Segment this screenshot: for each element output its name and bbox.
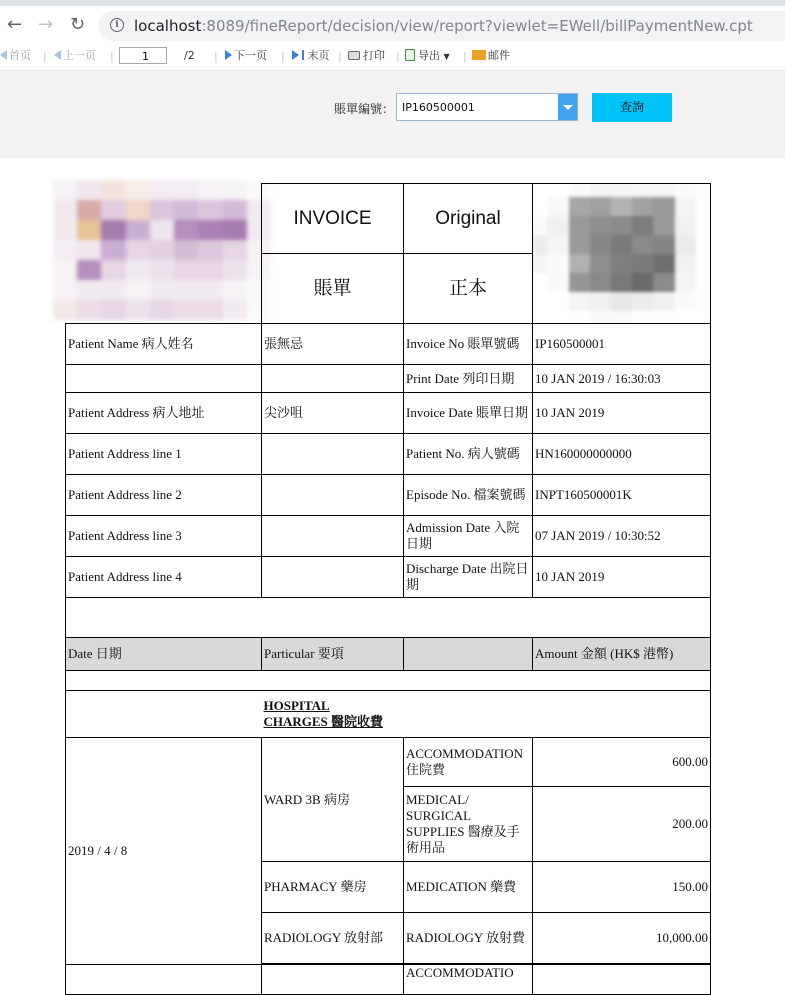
query-button[interactable]: 查詢 [592, 93, 672, 122]
mail-icon [472, 50, 486, 60]
section-title-line-1: HOSPITAL [263, 698, 330, 713]
info-right-value: HN160000000000 [533, 434, 711, 475]
invoice-title-zh: 賬單 [262, 254, 404, 324]
toolbar-separator: | [338, 50, 342, 63]
printer-icon [348, 51, 360, 60]
info-right-value: INPT160500001K [533, 475, 711, 516]
charge-item: RADIOLOGY 放射費 [404, 913, 533, 964]
charge-item: MEDICAL/ SURGICAL SUPPLIES 醫療及手術用品 [404, 787, 533, 862]
toolbar-separator: | [214, 50, 218, 63]
toolbar-separator: | [281, 50, 285, 63]
toolbar-separator: | [463, 50, 467, 63]
column-header-row [66, 638, 711, 671]
charge-amount: 150.00 [533, 862, 711, 913]
charge-row [66, 965, 711, 995]
info-left-value [262, 365, 404, 393]
info-right-label: Invoice No 賬單號碼 [404, 324, 533, 365]
particular-column-header: Particular 要項 [262, 638, 404, 671]
logo-cell [66, 184, 262, 254]
charge-item: ACCOMMODATION 住院費 [404, 738, 533, 787]
info-left-value: 尖沙咀 [262, 393, 404, 434]
charge-date: 2019 / 4 / 8 [66, 738, 262, 965]
prev-page-icon [54, 50, 61, 60]
section-title-row [66, 691, 711, 738]
info-right-value: IP160500001 [533, 324, 711, 365]
address-bar[interactable] [98, 11, 785, 41]
export-button[interactable]: 导出 ▼ [405, 49, 450, 64]
info-right-value: 07 JAN 2019 / 10:30:52 [533, 516, 711, 557]
charge-department: PHARMACY 藥房 [262, 862, 404, 913]
info-left-label [66, 365, 262, 393]
parameter-panel [0, 71, 785, 158]
charge-amount: 200.00 [533, 787, 711, 862]
arrow-right-icon[interactable]: → [38, 14, 54, 35]
invoice-number-value: IP160500001 [402, 101, 475, 114]
blank-column-header [404, 638, 533, 671]
last-page-button[interactable]: 末页 [292, 49, 330, 63]
print-button[interactable]: 打印 [348, 49, 385, 63]
info-left-label: Patient Address line 3 [66, 516, 262, 557]
info-right-label: Invoice Date 賬單日期 [404, 393, 533, 434]
info-right-label: Episode No. 檔案號碼 [404, 475, 533, 516]
copy-type-en: Original [404, 184, 533, 254]
charge-row [66, 738, 711, 787]
info-left-value [262, 475, 404, 516]
invoice-title-en: INVOICE [262, 184, 404, 254]
info-left-label: Patient Address 病人地址 [66, 393, 262, 434]
info-right-label: Admission Date 入院日期 [404, 516, 533, 557]
info-left-label: Patient Name 病人姓名 [66, 324, 262, 365]
amount-column-header: Amount 金額 (HK$ 港幣) [533, 638, 711, 671]
info-left-value: 張無忌 [262, 324, 404, 365]
section-title [262, 691, 711, 738]
info-row [66, 475, 711, 516]
qr-code-image [533, 184, 711, 324]
info-icon[interactable]: i [110, 18, 124, 32]
charge-amount: 600.00 [533, 738, 711, 787]
arrow-left-icon[interactable]: ← [7, 14, 23, 35]
browser-bar [0, 0, 785, 44]
info-right-label: Print Date 列印日期 [404, 365, 533, 393]
export-icon [405, 49, 415, 61]
dropdown-arrow-icon: ▼ [443, 52, 450, 61]
toolbar-separator: | [43, 50, 47, 63]
prev-page-button[interactable]: 上一页 [54, 49, 96, 63]
invoice-number-select[interactable] [396, 93, 578, 121]
spacer-row [66, 671, 711, 691]
url-text[interactable]: localhost:8089/fineReport/decision/view/report?viewlet=EWell/billPaymentNew.cpt [134, 17, 753, 35]
info-row [66, 557, 711, 598]
info-row [66, 434, 711, 475]
page-total: /2 [184, 49, 195, 62]
qr-code-cell [533, 184, 711, 324]
logo-cell [66, 254, 262, 324]
info-row [66, 365, 711, 393]
info-right-value: 10 JAN 2019 [533, 393, 711, 434]
toolbar-separator: | [396, 50, 400, 63]
charge-amount: 10,000.00 [533, 913, 711, 964]
info-left-label: Patient Address line 1 [66, 434, 262, 475]
first-page-icon [0, 50, 7, 60]
charge-item: MEDICATION 藥費 [404, 862, 533, 913]
copy-type-zh: 正本 [404, 254, 533, 324]
section-title-line-2: CHARGES 醫院收費 [263, 714, 384, 729]
charge-item: ACCOMMODATIO [404, 965, 533, 995]
report-toolbar [0, 44, 785, 71]
info-left-label: Patient Address line 4 [66, 557, 262, 598]
info-right-value: 10 JAN 2019 / 16:30:03 [533, 365, 711, 393]
charge-department: WARD 3B 病房 [262, 738, 404, 862]
reload-icon[interactable]: ↻ [70, 14, 86, 35]
info-left-value [262, 557, 404, 598]
info-left-label: Patient Address line 2 [66, 475, 262, 516]
invoice-number-label: 賬單編號： [334, 102, 395, 116]
info-right-label: Patient No. 病人號碼 [404, 434, 533, 475]
info-row [66, 516, 711, 557]
mail-button[interactable]: 邮件 [472, 49, 510, 63]
date-column-header: Date 日期 [66, 638, 262, 671]
charge-department: RADIOLOGY 放射部 [262, 913, 404, 964]
info-row [66, 393, 711, 434]
invoice-table [65, 183, 711, 995]
info-left-value [262, 516, 404, 557]
info-right-value: 10 JAN 2019 [533, 557, 711, 598]
page-number-input[interactable] [119, 47, 167, 64]
toolbar-separator: | [110, 50, 114, 63]
first-page-button[interactable]: 首页 [0, 49, 31, 63]
invoice-report [65, 183, 710, 995]
last-page-icon [292, 50, 299, 60]
next-page-button[interactable]: 下一页 [225, 49, 267, 63]
info-row [66, 324, 711, 365]
spacer-row [66, 598, 711, 638]
info-right-label: Discharge Date 出院日期 [404, 557, 533, 598]
chevron-down-icon[interactable] [558, 94, 577, 120]
next-page-icon [225, 50, 232, 60]
info-left-value [262, 434, 404, 475]
